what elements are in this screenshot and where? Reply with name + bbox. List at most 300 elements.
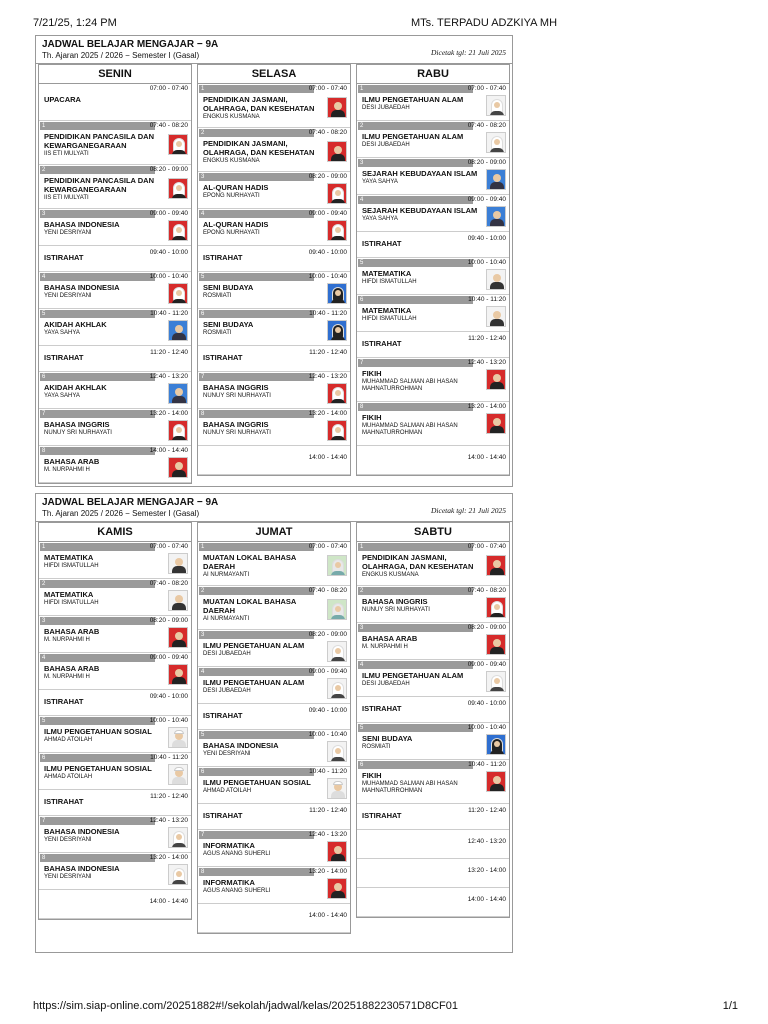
subject-name: PENDIDIKAN PANCASILA DAN KEWARGANEGARAAN xyxy=(44,176,155,194)
lesson-slot xyxy=(198,630,350,667)
day-header: SELASA xyxy=(198,65,350,84)
slot-time: 13:20 - 14:00 xyxy=(308,868,347,875)
teacher-name: NUNUY SRI NURHAYATI xyxy=(203,393,271,399)
period-number: 6 xyxy=(40,373,155,381)
break-label: ISTIRAHAT xyxy=(203,253,243,262)
lesson-slot xyxy=(39,409,191,446)
slot-time: 14:00 - 14:40 xyxy=(308,454,347,461)
lesson-slot xyxy=(198,172,350,209)
period-number: 8 xyxy=(199,410,314,418)
slot-time: 08:20 - 09:00 xyxy=(467,624,506,631)
teacher-name: YAYA SAHYA xyxy=(362,216,398,222)
slot-time: 10:40 - 11:20 xyxy=(150,310,188,317)
period-number: 4 xyxy=(199,210,314,218)
teacher-name: HIFDI ISMATULLAH xyxy=(362,279,417,285)
slot-time: 07:40 - 08:20 xyxy=(467,122,506,129)
break-label: ISTIRAHAT xyxy=(44,697,84,706)
teacher-name: YENI DESRIYANI xyxy=(44,293,92,299)
slot-time: 11:20 - 12:40 xyxy=(468,807,506,814)
teacher-photo xyxy=(168,420,188,441)
subject-name: BAHASA INDONESIA xyxy=(44,283,120,292)
period-number: 7 xyxy=(40,817,155,825)
teacher-name: MUHAMMAD SALMAN ABI HASAN MAHNATURROHMAN xyxy=(362,781,458,794)
slot-time: 07:00 - 07:40 xyxy=(467,543,506,550)
empty-slot xyxy=(198,904,350,933)
break-slot xyxy=(39,690,191,716)
period-number: 6 xyxy=(358,296,473,304)
teacher-name: DESI JUBAEDAH xyxy=(362,681,410,687)
period-number: 8 xyxy=(199,868,314,876)
period-number: 3 xyxy=(199,173,314,181)
break-slot xyxy=(39,346,191,372)
period-number: 2 xyxy=(199,129,314,137)
teacher-name: HIFDI ISMATULLAH xyxy=(44,600,99,606)
break-slot xyxy=(198,246,350,272)
teacher-photo xyxy=(486,413,506,434)
period-number: 3 xyxy=(358,624,473,632)
sheet-title: JADWAL BELAJAR MENGAJAR − 9A xyxy=(42,497,219,508)
subject-name: ILMU PENGETAHUAN ALAM xyxy=(362,95,464,104)
subject-name: ILMU PENGETAHUAN ALAM xyxy=(203,678,305,687)
teacher-name: YENI DESRIYANI xyxy=(203,751,251,757)
teacher-photo xyxy=(486,555,506,576)
teacher-name: YENI DESRIYANI xyxy=(44,230,92,236)
slot-time: 09:40 - 10:00 xyxy=(149,249,188,256)
teacher-photo xyxy=(327,778,347,799)
break-slot xyxy=(357,332,509,358)
slot-time: 13:20 - 14:00 xyxy=(467,403,506,410)
teacher-photo xyxy=(168,664,188,685)
teacher-name: YAYA SAHYA xyxy=(44,393,80,399)
subject-name: PENDIDIKAN JASMANI, OLAHRAGA, DAN KESEHATAN xyxy=(203,139,315,157)
break-slot xyxy=(39,246,191,272)
slot-time: 10:40 - 11:20 xyxy=(309,768,347,775)
teacher-name: ROSMIATI xyxy=(203,293,232,299)
teacher-name: IIS ETI MULYATI xyxy=(44,151,89,157)
break-slot xyxy=(198,704,350,730)
teacher-photo xyxy=(486,634,506,655)
subject-name: BAHASA ARAB xyxy=(44,627,100,636)
day-column-rabu xyxy=(356,64,510,476)
teacher-photo xyxy=(168,827,188,848)
teacher-photo xyxy=(327,420,347,441)
break-label: ISTIRAHAT xyxy=(362,811,402,820)
teacher-name: ENGKUS KUSMANA xyxy=(362,572,419,578)
teacher-name: NUNUY SRI NURHAYATI xyxy=(362,607,430,613)
teacher-name: ROSMIATI xyxy=(362,744,391,750)
slot-time: 11:20 - 12:40 xyxy=(150,349,188,356)
teacher-name: HIFDI ISMATULLAH xyxy=(44,563,99,569)
teacher-name: M. NURPAHMI H xyxy=(44,467,90,473)
break-label: ISTIRAHAT xyxy=(362,339,402,348)
day-column-senin xyxy=(38,64,192,484)
subject-name: INFORMATIKA xyxy=(203,841,255,850)
teacher-name: MUHAMMAD SALMAN ABI HASAN MAHNATURROHMAN xyxy=(362,423,458,436)
slot-time: 14:00 - 14:40 xyxy=(467,896,506,903)
break-label: ISTIRAHAT xyxy=(362,704,402,713)
schedule-sheet-1 xyxy=(35,35,513,487)
teacher-photo xyxy=(486,771,506,792)
slot-time: 10:40 - 11:20 xyxy=(468,761,506,768)
day-header: RABU xyxy=(357,65,509,84)
sheet-subtitle: Th. Ajaran 2025 / 2026 − Semester I (Gasal) xyxy=(42,509,200,518)
teacher-photo xyxy=(327,678,347,699)
subject-name: MATEMATIKA xyxy=(44,590,94,599)
period-number: 2 xyxy=(199,587,314,595)
subject-name: AL-QURAN HADIS xyxy=(203,220,269,229)
slot-time: 11:20 - 12:40 xyxy=(150,793,188,800)
day-column-jumat xyxy=(197,522,351,934)
period-number: 7 xyxy=(358,359,473,367)
teacher-photo xyxy=(168,178,188,199)
lesson-slot xyxy=(39,372,191,409)
lesson-slot xyxy=(39,616,191,653)
lesson-slot xyxy=(198,730,350,767)
lesson-slot xyxy=(357,542,509,586)
period-number: 3 xyxy=(358,159,473,167)
slot-time: 12:40 - 13:20 xyxy=(308,831,347,838)
lesson-slot xyxy=(39,209,191,246)
lesson-slot xyxy=(357,358,509,402)
teacher-photo xyxy=(486,132,506,153)
subject-name: MATEMATIKA xyxy=(362,269,412,278)
teacher-photo xyxy=(168,727,188,748)
teacher-photo xyxy=(168,457,188,478)
subject-name: MUATAN LOKAL BAHASA DAERAH xyxy=(203,597,297,615)
period-number: 4 xyxy=(358,661,473,669)
period-number: 7 xyxy=(199,831,314,839)
period-number: 1 xyxy=(40,543,155,551)
teacher-photo xyxy=(327,641,347,662)
lesson-slot xyxy=(357,660,509,697)
teacher-name: AHMAD ATOILAH xyxy=(44,774,93,780)
teacher-name: AI NURMAYANTI xyxy=(203,616,250,622)
lesson-slot xyxy=(198,84,350,128)
slot-time: 10:00 - 10:40 xyxy=(467,724,506,731)
lesson-slot xyxy=(39,579,191,616)
slot-time: 09:40 - 10:00 xyxy=(149,693,188,700)
period-number: 4 xyxy=(199,668,314,676)
browser-page-title: MTs. TERPADU ADZKIYA MH xyxy=(410,17,558,29)
lesson-slot xyxy=(357,760,509,804)
subject-name: MATEMATIKA xyxy=(44,553,94,562)
slot-time: 10:40 - 11:20 xyxy=(468,296,506,303)
break-label: ISTIRAHAT xyxy=(203,353,243,362)
teacher-photo xyxy=(486,169,506,190)
period-number: 6 xyxy=(40,754,155,762)
browser-datetime: 7/21/25, 1:24 PM xyxy=(33,17,117,29)
slot-time: 14:00 - 14:40 xyxy=(467,454,506,461)
slot-time: 07:40 - 08:20 xyxy=(467,587,506,594)
lesson-slot xyxy=(198,767,350,804)
lesson-slot xyxy=(39,272,191,309)
slot-time: 11:20 - 12:40 xyxy=(309,807,347,814)
slot-time: 14:00 - 14:40 xyxy=(149,898,188,905)
period-number: 4 xyxy=(40,273,155,281)
period-number: 6 xyxy=(358,761,473,769)
lesson-slot xyxy=(357,586,509,623)
break-slot xyxy=(39,790,191,816)
teacher-photo xyxy=(168,627,188,648)
slot-time: 13:20 - 14:00 xyxy=(149,410,188,417)
empty-slot xyxy=(198,446,350,475)
teacher-name: AHMAD ATOILAH xyxy=(44,737,93,743)
slot-time: 07:00 - 07:40 xyxy=(149,543,188,550)
teacher-name: M. NURPAHMI H xyxy=(44,637,90,643)
teacher-name: EPONG NURHAYATI xyxy=(203,193,260,199)
lesson-slot xyxy=(198,309,350,346)
page-number: 1/1 xyxy=(722,1000,738,1012)
period-number: 2 xyxy=(40,166,155,174)
slot-time: 09:40 - 10:00 xyxy=(308,707,347,714)
lesson-slot xyxy=(357,402,509,446)
slot-time: 14:00 - 14:40 xyxy=(308,912,347,919)
slot-time: 09:00 - 09:40 xyxy=(308,668,347,675)
subject-name: SENI BUDAYA xyxy=(203,283,254,292)
teacher-name: DESI JUBAEDAH xyxy=(203,688,251,694)
teacher-photo xyxy=(168,134,188,155)
slot-time: 09:40 - 10:00 xyxy=(308,249,347,256)
teacher-photo xyxy=(486,671,506,692)
lesson-slot xyxy=(357,258,509,295)
empty-slot xyxy=(39,890,191,919)
subject-name: SEJARAH KEBUDAYAAN ISLAM xyxy=(362,206,478,215)
period-number: 1 xyxy=(40,122,155,130)
lesson-slot xyxy=(39,165,191,209)
period-number: 4 xyxy=(358,196,473,204)
subject-name: ILMU PENGETAHUAN ALAM xyxy=(362,132,464,141)
teacher-name: M. NURPAHMI H xyxy=(362,644,408,650)
slot-time: 07:00 - 07:40 xyxy=(149,85,188,92)
teacher-photo xyxy=(327,841,347,862)
lesson-slot xyxy=(198,209,350,246)
slot-time: 12:40 - 13:20 xyxy=(149,373,188,380)
slot-time: 09:00 - 09:40 xyxy=(149,654,188,661)
teacher-photo xyxy=(168,553,188,574)
slot-time: 07:40 - 08:20 xyxy=(308,129,347,136)
lesson-slot xyxy=(198,409,350,446)
lesson-slot xyxy=(198,372,350,409)
period-number: 1 xyxy=(199,85,314,93)
lesson-slot xyxy=(357,195,509,232)
subject-name: BAHASA INDONESIA xyxy=(44,827,120,836)
lesson-slot xyxy=(39,121,191,165)
break-label: ISTIRAHAT xyxy=(44,253,84,262)
teacher-name: YAYA SAHYA xyxy=(362,179,398,185)
teacher-photo xyxy=(327,183,347,204)
schedule-sheet-2 xyxy=(35,493,513,953)
slot-time: 07:40 - 08:20 xyxy=(149,580,188,587)
subject-name: SENI BUDAYA xyxy=(203,320,254,329)
break-slot xyxy=(357,697,509,723)
subject-name: PENDIDIKAN JASMANI, OLAHRAGA, DAN KESEHATAN xyxy=(203,95,315,113)
subject-name: BAHASA INGGRIS xyxy=(203,383,269,392)
slot-time: 07:40 - 08:20 xyxy=(308,587,347,594)
period-number: 7 xyxy=(199,373,314,381)
period-number: 6 xyxy=(199,310,314,318)
day-header: SENIN xyxy=(39,65,191,84)
lesson-slot xyxy=(198,542,350,586)
teacher-photo xyxy=(168,320,188,341)
teacher-name: IIS ETI MULYATI xyxy=(44,195,89,201)
lesson-slot xyxy=(198,830,350,867)
lesson-slot xyxy=(357,158,509,195)
teacher-name: DESI JUBAEDAH xyxy=(362,105,410,111)
slot-time: 09:00 - 09:40 xyxy=(467,196,506,203)
lesson-slot xyxy=(39,716,191,753)
slot-time: 09:40 - 10:00 xyxy=(467,700,506,707)
day-column-selasa xyxy=(197,64,351,476)
teacher-photo xyxy=(486,597,506,618)
lesson-slot xyxy=(39,309,191,346)
lesson-slot xyxy=(198,128,350,172)
teacher-name: YENI DESRIYANI xyxy=(44,837,92,843)
period-number: 5 xyxy=(358,724,473,732)
sheet-header xyxy=(36,494,512,522)
period-number: 1 xyxy=(358,543,473,551)
slot-time: 12:40 - 13:20 xyxy=(467,838,506,845)
slot-time: 11:20 - 12:40 xyxy=(309,349,347,356)
subject-name: BAHASA INDONESIA xyxy=(203,741,279,750)
subject-name: FIKIH xyxy=(362,771,382,780)
subject-name: AKIDAH AKHLAK xyxy=(44,320,107,329)
teacher-photo xyxy=(168,864,188,885)
period-number: 3 xyxy=(40,617,155,625)
print-date: Dicetak tgl: 21 Juli 2025 xyxy=(431,506,506,515)
teacher-photo xyxy=(486,306,506,327)
lesson-slot xyxy=(357,295,509,332)
slot-time: 12:40 - 13:20 xyxy=(467,359,506,366)
period-number: 5 xyxy=(358,259,473,267)
day-header: JUMAT xyxy=(198,523,350,542)
sheet-subtitle: Th. Ajaran 2025 / 2026 − Semester I (Gasal) xyxy=(42,51,200,60)
empty-slot xyxy=(357,859,509,888)
teacher-photo xyxy=(486,269,506,290)
sheet-title: JADWAL BELAJAR MENGAJAR − 9A xyxy=(42,39,219,50)
lesson-slot xyxy=(198,667,350,704)
period-number: 8 xyxy=(358,403,473,411)
slot-time: 09:00 - 09:40 xyxy=(308,210,347,217)
lesson-slot xyxy=(357,623,509,660)
teacher-photo xyxy=(327,878,347,899)
subject-name: BAHASA INGGRIS xyxy=(44,420,110,429)
teacher-name: M. NURPAHMI H xyxy=(44,674,90,680)
teacher-photo xyxy=(486,734,506,755)
teacher-name: ROSMIATI xyxy=(203,330,232,336)
break-label: ISTIRAHAT xyxy=(203,711,243,720)
slot-time: 08:20 - 09:00 xyxy=(149,166,188,173)
teacher-name: HIFDI ISMATULLAH xyxy=(362,316,417,322)
slot-time: 10:00 - 10:40 xyxy=(308,731,347,738)
subject-name: AKIDAH AKHLAK xyxy=(44,383,107,392)
day-column-kamis xyxy=(38,522,192,920)
subject-name: UPACARA xyxy=(44,95,81,104)
slot-time: 08:20 - 09:00 xyxy=(308,173,347,180)
slot-time: 09:40 - 10:00 xyxy=(467,235,506,242)
teacher-photo xyxy=(327,555,347,576)
lesson-slot xyxy=(39,753,191,790)
day-header: SABTU xyxy=(357,523,509,542)
slot-time: 08:20 - 09:00 xyxy=(467,159,506,166)
print-date: Dicetak tgl: 21 Juli 2025 xyxy=(431,48,506,57)
period-number: 3 xyxy=(199,631,314,639)
teacher-photo xyxy=(168,590,188,611)
subject-name: INFORMATIKA xyxy=(203,878,255,887)
break-label: ISTIRAHAT xyxy=(203,811,243,820)
subject-name: ILMU PENGETAHUAN ALAM xyxy=(203,641,305,650)
period-number: 6 xyxy=(199,768,314,776)
subject-name: FIKIH xyxy=(362,369,382,378)
teacher-photo xyxy=(168,764,188,785)
teacher-photo xyxy=(168,283,188,304)
slot-time: 10:40 - 11:20 xyxy=(309,310,347,317)
subject-name: ILMU PENGETAHUAN SOSIAL xyxy=(44,764,152,773)
subject-name: BAHASA INGGRIS xyxy=(203,420,269,429)
lesson-slot xyxy=(198,272,350,309)
lesson-slot xyxy=(39,653,191,690)
empty-slot xyxy=(357,830,509,859)
period-number: 3 xyxy=(40,210,155,218)
subject-name: BAHASA INGGRIS xyxy=(362,597,428,606)
subject-name: MATEMATIKA xyxy=(362,306,412,315)
slot-time: 10:00 - 10:40 xyxy=(308,273,347,280)
slot-time: 07:40 - 08:20 xyxy=(149,122,188,129)
teacher-name: EPONG NURHAYATI xyxy=(203,230,260,236)
slot-time: 10:00 - 10:40 xyxy=(467,259,506,266)
period-number: 5 xyxy=(40,717,155,725)
subject-name: AL-QURAN HADIS xyxy=(203,183,269,192)
slot-time: 07:00 - 07:40 xyxy=(308,543,347,550)
lesson-slot xyxy=(198,867,350,904)
subject-name: ILMU PENGETAHUAN ALAM xyxy=(362,671,464,680)
break-label: ISTIRAHAT xyxy=(44,353,84,362)
teacher-photo xyxy=(327,141,347,162)
subject-name: MUATAN LOKAL BAHASA DAERAH xyxy=(203,553,297,571)
teacher-name: DESI JUBAEDAH xyxy=(362,142,410,148)
slot-time: 07:00 - 07:40 xyxy=(308,85,347,92)
teacher-name: AGUS ANANG SUHERLI xyxy=(203,851,271,857)
period-number: 4 xyxy=(40,654,155,662)
slot-time: 10:00 - 10:40 xyxy=(149,717,188,724)
period-number: 1 xyxy=(199,543,314,551)
period-number: 8 xyxy=(40,447,155,455)
slot-time: 12:40 - 13:20 xyxy=(149,817,188,824)
subject-name: PENDIDIKAN PANCASILA DAN KEWARGANEGARAAN xyxy=(44,132,155,150)
teacher-name: MUHAMMAD SALMAN ABI HASAN MAHNATURROHMAN xyxy=(362,379,458,392)
slot-time: 08:20 - 09:00 xyxy=(149,617,188,624)
subject-name: BAHASA INDONESIA xyxy=(44,220,120,229)
teacher-photo xyxy=(327,320,347,341)
subject-name: BAHASA ARAB xyxy=(44,664,100,673)
teacher-name: NUNUY SRI NURHAYATI xyxy=(203,430,271,436)
slot-time: 13:20 - 14:00 xyxy=(149,854,188,861)
teacher-name: ENGKUS KUSMANA xyxy=(203,114,260,120)
day-header: KAMIS xyxy=(39,523,191,542)
teacher-name: YENI DESRIYANI xyxy=(44,874,92,880)
period-number: 1 xyxy=(358,85,473,93)
lesson-slot xyxy=(39,542,191,579)
slot-time: 10:40 - 11:20 xyxy=(150,754,188,761)
teacher-name: YAYA SAHYA xyxy=(44,330,80,336)
period-number: 8 xyxy=(40,854,155,862)
teacher-name: NUNUY SRI NURHAYATI xyxy=(44,430,112,436)
sheet-header xyxy=(36,36,512,64)
teacher-name: DESI JUBAEDAH xyxy=(203,651,251,657)
lesson-slot xyxy=(39,853,191,890)
lesson-slot xyxy=(357,723,509,760)
period-number: 5 xyxy=(199,731,314,739)
teacher-photo xyxy=(327,97,347,118)
